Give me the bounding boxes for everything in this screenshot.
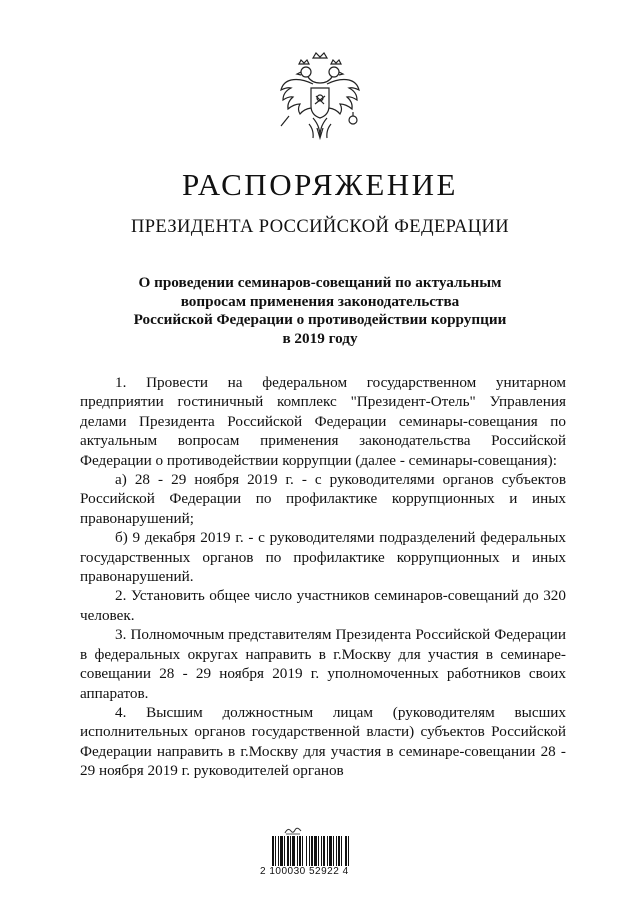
barcode-bar bbox=[338, 836, 340, 866]
barcode-bar bbox=[321, 836, 322, 866]
barcode-bar bbox=[311, 836, 313, 866]
barcode-bar bbox=[341, 836, 342, 866]
barcode-bar bbox=[327, 836, 328, 866]
barcode-bar bbox=[323, 836, 325, 866]
barcode-icon bbox=[272, 836, 370, 866]
barcode-bar bbox=[280, 836, 283, 866]
document-heading bbox=[100, 274, 540, 348]
document-title: РАСПОРЯЖЕНИЕ bbox=[182, 167, 458, 202]
barcode-bar bbox=[318, 836, 319, 866]
barcode-bar bbox=[309, 836, 310, 866]
barcode-bar bbox=[314, 836, 317, 866]
heading-line: О проведении семинаров-совещаний по актуальным bbox=[138, 274, 502, 291]
barcode-bar bbox=[336, 836, 337, 866]
barcode-bar bbox=[345, 836, 347, 866]
barcode-bar bbox=[329, 836, 332, 866]
document-subtitle: ПРЕЗИДЕНТА РОССИЙСКОЙ ФЕДЕРАЦИИ bbox=[130, 217, 510, 237]
barcode-bar bbox=[297, 836, 298, 866]
barcode-bar bbox=[278, 836, 279, 866]
barcode-bar bbox=[333, 836, 334, 866]
barcode-bar bbox=[287, 836, 289, 866]
barcode-bar bbox=[272, 836, 274, 866]
document-body bbox=[80, 373, 566, 781]
heading-line: в 2019 году bbox=[282, 329, 358, 347]
barcode-bar bbox=[292, 836, 295, 866]
barcode-bar bbox=[284, 836, 285, 866]
paragraph-4: 4. Высшим должностным лицам (руководителям высших исполнительных органов государственной власти) субъектов Российской Федерации направить в г.Москву для участия в семинаре-совещании 28 - 29 ноября 2019 г. руководителей органов bbox=[80, 703, 566, 780]
barcode-number: 2 100030 52922 4 bbox=[260, 866, 349, 877]
heading-line: Российской Федерации о противодействии коррупции bbox=[133, 311, 507, 329]
barcode-bar bbox=[306, 836, 307, 866]
paragraph-2: 2. Установить общее число участников семинаров-совещаний до 320 человек. bbox=[80, 587, 566, 624]
signature-mark-icon bbox=[284, 825, 302, 835]
coat-of-arms-icon bbox=[273, 50, 367, 146]
paragraph-1b: б) 9 декабря 2019 г. - с руководителями подразделений федеральных государственных органов по профилактике коррупционных и иных правонарушений. bbox=[80, 529, 566, 586]
barcode-bar bbox=[302, 836, 303, 866]
paragraph-1: 1. Провести на федеральном государственном унитарном предприятии гостиничный комплекс "Президент-Отель" Управления делами Президента Российской Федерации семинары-совещания по актуальным вопросам применения законодательства Российской Федерации о противодействии коррупции (далее - семинары-совещания): bbox=[80, 374, 566, 469]
heading-line: вопросам применения законодательства bbox=[180, 292, 460, 310]
barcode-bar bbox=[290, 836, 291, 866]
paragraph-3: 3. Полномочным представителям Президента Российской Федерации в федеральных округах направить в г.Москву для участия в семинаре-совещании 28 - 29 ноября 2019 г. уполномоченных работников своих аппаратов. bbox=[80, 626, 566, 702]
barcode-bar bbox=[299, 836, 301, 866]
paragraph-1a: а) 28 - 29 ноября 2019 г. - с руководителями органов субъектов Российской Федерации по профилактике коррупционных и иных правонарушений; bbox=[80, 471, 566, 527]
barcode-bar bbox=[275, 836, 276, 866]
barcode-bar bbox=[348, 836, 349, 866]
